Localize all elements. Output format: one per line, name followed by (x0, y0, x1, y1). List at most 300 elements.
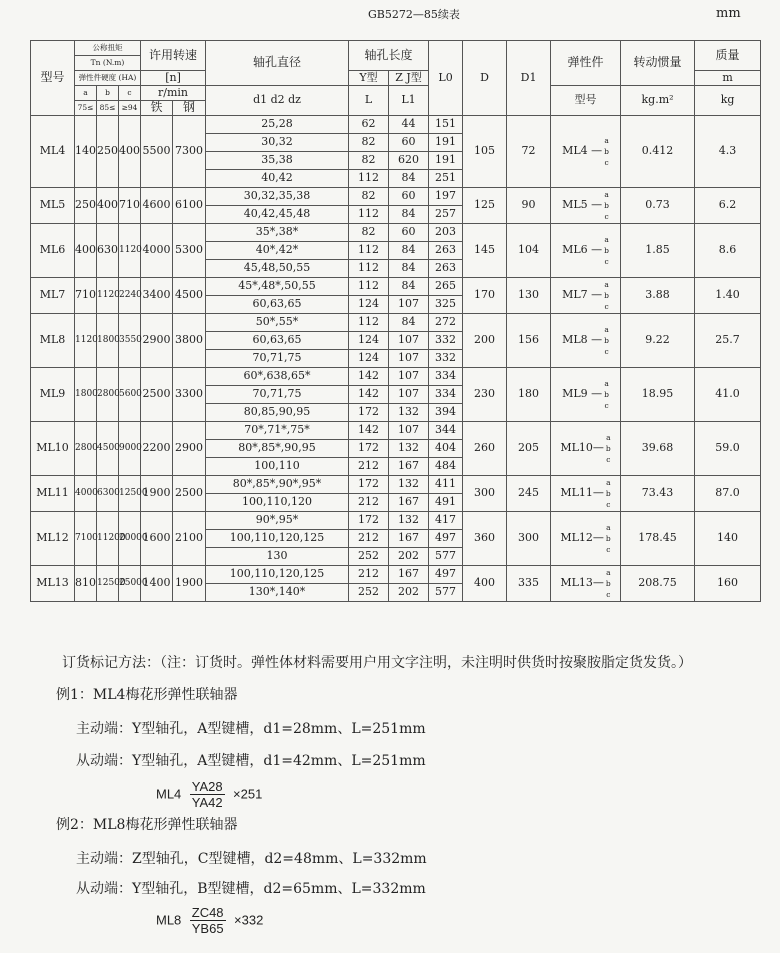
length-l-cell: 62 (349, 116, 389, 134)
speed-iron-cell: 1900 (141, 476, 173, 512)
head-l1: L1 (389, 86, 429, 116)
elastic-hardness-options (604, 324, 609, 357)
torque-a-cell: 1800 (75, 368, 97, 422)
head-speed-title: 许用转速 (141, 41, 206, 71)
head-model: 型号 (31, 41, 75, 116)
head-d: D (463, 41, 507, 116)
torque-b-cell: 250 (97, 116, 119, 188)
torque-b-cell: 1800 (97, 314, 119, 368)
length-l1-cell: 107 (389, 368, 429, 386)
length-l1-cell: 132 (389, 512, 429, 530)
table-head (31, 41, 761, 116)
length-l-cell: 112 (349, 260, 389, 278)
torque-c-cell: 710 (119, 188, 141, 224)
model-cell: ML6 (31, 224, 75, 278)
elastic-option-c: c (606, 590, 611, 599)
speed-iron-cell: 3400 (141, 278, 173, 314)
inertia-cell: 208.75 (621, 566, 695, 602)
head-zj-type: Z J型 (389, 71, 429, 86)
head-mass-title: 质量 (695, 41, 761, 71)
elastic-option-c: c (604, 347, 609, 356)
head-inertia-title: 转动惯量 (621, 41, 695, 86)
torque-c-cell: 2240 (119, 278, 141, 314)
torque-c-cell: 25000 (119, 566, 141, 602)
bore-diameter-cell: 70,71,75 (206, 350, 349, 368)
torque-c-cell: 400 (119, 116, 141, 188)
speed-iron-cell: 2900 (141, 314, 173, 368)
elastic-model-text: ML6 — (562, 243, 603, 257)
model-cell: ML4 (31, 116, 75, 188)
elastic-model-text: ML10— (560, 441, 604, 455)
elastic-option-b: b (604, 147, 609, 156)
elastic-model-text: ML12— (560, 531, 604, 545)
bore-diameter-cell: 30,32,35,38 (206, 188, 349, 206)
length-l0-cell: 263 (429, 260, 463, 278)
head-l0: L0 (429, 41, 463, 116)
length-l0-cell: 151 (429, 116, 463, 134)
inertia-cell: 1.85 (621, 224, 695, 278)
head-bore-vars: d1 d2 dz (206, 86, 349, 116)
inner-diameter-cell: 90 (507, 188, 551, 224)
model-cell: ML5 (31, 188, 75, 224)
table-row (31, 566, 761, 584)
example2-driven-end: 从动端：Y型轴孔，B型键槽，d2=65mm、L=332mm (76, 881, 426, 897)
speed-iron-cell: 2200 (141, 422, 173, 476)
example2-title: 例2：ML8梅花形弹性联轴器 (56, 817, 238, 833)
example1-mark-numerator: YA28 (191, 779, 223, 794)
bore-diameter-cell: 40*,42* (206, 242, 349, 260)
elastic-option-b: b (604, 291, 609, 300)
elastic-model-mark (562, 189, 609, 222)
torque-b-cell: 400 (97, 188, 119, 224)
torque-a-cell: 1120 (75, 314, 97, 368)
length-l-cell: 172 (349, 476, 389, 494)
length-l-cell: 142 (349, 386, 389, 404)
length-l-cell: 172 (349, 404, 389, 422)
speed-iron-cell: 4000 (141, 224, 173, 278)
elastic-option-a: a (604, 280, 609, 289)
table-row (31, 188, 761, 206)
mass-cell: 6.2 (695, 188, 761, 224)
bore-diameter-cell: 30,32 (206, 134, 349, 152)
head-sub-b: b (97, 86, 119, 101)
elastic-element-cell (551, 188, 621, 224)
length-l-cell: 172 (349, 512, 389, 530)
elastic-model-text: ML5 — (562, 198, 603, 212)
torque-b-cell: 2800 (97, 368, 119, 422)
table-row (31, 278, 761, 296)
table-row (31, 422, 761, 440)
bore-diameter-cell: 80,85,90,95 (206, 404, 349, 422)
bore-diameter-cell: 130*,140* (206, 584, 349, 602)
length-l1-cell: 620 (389, 152, 429, 170)
length-l0-cell: 334 (429, 368, 463, 386)
example2-mark-length: ×332 (234, 912, 264, 928)
elastic-model-text: ML8 — (562, 333, 603, 347)
bore-diameter-cell: 40,42 (206, 170, 349, 188)
head-y-type: Y型 (349, 71, 389, 86)
outer-diameter-cell: 260 (463, 422, 507, 476)
length-l0-cell: 417 (429, 512, 463, 530)
example1-mark-length: ×251 (233, 786, 263, 802)
head-hard-b: 85≤ (97, 101, 119, 116)
inner-diameter-cell: 104 (507, 224, 551, 278)
length-l0-cell: 577 (429, 548, 463, 566)
bore-diameter-cell: 100,110,120,125 (206, 530, 349, 548)
inner-diameter-cell: 130 (507, 278, 551, 314)
mass-cell: 1.40 (695, 278, 761, 314)
length-l1-cell: 84 (389, 260, 429, 278)
elastic-model-mark (560, 477, 610, 510)
length-l-cell: 82 (349, 152, 389, 170)
length-l0-cell: 257 (429, 206, 463, 224)
elastic-hardness-options (604, 378, 609, 411)
model-cell: ML11 (31, 476, 75, 512)
length-l1-cell: 167 (389, 566, 429, 584)
elastic-option-c: c (606, 455, 611, 464)
bore-diameter-cell: 100,110,120 (206, 494, 349, 512)
length-l1-cell: 107 (389, 332, 429, 350)
elastic-option-b: b (604, 246, 609, 255)
length-l1-cell: 132 (389, 404, 429, 422)
bore-diameter-cell: 60*,638,65* (206, 368, 349, 386)
speed-steel-cell: 7300 (173, 116, 206, 188)
torque-a-cell: 140 (75, 116, 97, 188)
elastic-model-mark (560, 567, 610, 600)
bore-diameter-cell: 35*,38* (206, 224, 349, 242)
head-mass-unit: kg (695, 86, 761, 116)
elastic-option-b: b (605, 534, 611, 543)
head-hard-a: 75≤ (75, 101, 97, 116)
speed-steel-cell: 1900 (173, 566, 206, 602)
elastic-option-c: c (604, 401, 609, 410)
torque-b-cell: 6300 (97, 476, 119, 512)
elastic-model-text: ML9 — (562, 387, 603, 401)
elastic-model-mark (562, 378, 609, 411)
elastic-element-cell (551, 566, 621, 602)
elastic-model-mark (560, 522, 610, 555)
elastic-element-cell (551, 476, 621, 512)
example1-drive-end: 主动端：Y型轴孔，A型键槽，d1=28mm、L=251mm (76, 721, 426, 737)
torque-a-cell: 710 (75, 278, 97, 314)
elastic-hardness-options (606, 432, 611, 465)
head-iron: 铁 (141, 101, 173, 116)
length-l-cell: 82 (349, 134, 389, 152)
elastic-hardness-options (604, 135, 609, 168)
head-elastic-sub: 型号 (551, 86, 621, 116)
length-l0-cell: 334 (429, 386, 463, 404)
bore-diameter-cell: 35,38 (206, 152, 349, 170)
example1-mark-model: ML4 (156, 786, 182, 802)
model-cell: ML13 (31, 566, 75, 602)
elastic-model-text: ML13— (560, 576, 604, 590)
length-l1-cell: 167 (389, 494, 429, 512)
outer-diameter-cell: 200 (463, 314, 507, 368)
length-l1-cell: 107 (389, 296, 429, 314)
elastic-option-a: a (606, 568, 611, 577)
elastic-option-a: a (606, 478, 611, 487)
inner-diameter-cell: 300 (507, 512, 551, 566)
elastic-element-cell (551, 512, 621, 566)
standard-number: GB5272—85续表 (368, 8, 460, 21)
example1-mark (156, 780, 262, 809)
length-l1-cell: 60 (389, 224, 429, 242)
elastic-model-text: ML11— (560, 486, 604, 500)
outer-diameter-cell: 145 (463, 224, 507, 278)
length-l1-cell: 44 (389, 116, 429, 134)
example1-mark-fraction (190, 780, 225, 809)
length-l0-cell: 203 (429, 224, 463, 242)
mass-cell: 41.0 (695, 368, 761, 422)
elastic-hardness-options (604, 279, 609, 312)
bore-diameter-cell: 130 (206, 548, 349, 566)
length-l0-cell: 497 (429, 530, 463, 548)
length-l1-cell: 167 (389, 530, 429, 548)
length-l0-cell: 577 (429, 584, 463, 602)
length-l-cell: 124 (349, 350, 389, 368)
elastic-option-b: b (604, 336, 609, 345)
length-l1-cell: 84 (389, 170, 429, 188)
elastic-option-b: b (605, 444, 611, 453)
unit-label: mm (716, 6, 741, 21)
speed-steel-cell: 3300 (173, 368, 206, 422)
speed-steel-cell: 3800 (173, 314, 206, 368)
length-l0-cell: 265 (429, 278, 463, 296)
inertia-cell: 178.45 (621, 512, 695, 566)
example1-driven-end: 从动端：Y型轴孔，A型键槽，d1=42mm、L=251mm (76, 753, 426, 769)
torque-a-cell: 250 (75, 188, 97, 224)
example2-mark-model: ML8 (156, 912, 182, 928)
length-l-cell: 142 (349, 422, 389, 440)
elastic-model-mark (562, 279, 609, 312)
elastic-option-a: a (604, 190, 609, 199)
torque-b-cell: 12500 (97, 566, 119, 602)
length-l1-cell: 107 (389, 350, 429, 368)
example1-title: 例1：ML4梅花形弹性联轴器 (56, 687, 238, 703)
length-l0-cell: 394 (429, 404, 463, 422)
elastic-option-c: c (606, 545, 611, 554)
elastic-option-b: b (604, 390, 609, 399)
example2-mark-numerator: ZC48 (191, 905, 224, 920)
length-l0-cell: 497 (429, 566, 463, 584)
head-sub-c: c (119, 86, 141, 101)
inner-diameter-cell: 205 (507, 422, 551, 476)
length-l-cell: 124 (349, 332, 389, 350)
head-mass-m: m (695, 71, 761, 86)
mass-cell: 87.0 (695, 476, 761, 512)
length-l0-cell: 404 (429, 440, 463, 458)
length-l0-cell: 325 (429, 296, 463, 314)
table-row (31, 476, 761, 494)
inner-diameter-cell: 245 (507, 476, 551, 512)
length-l1-cell: 84 (389, 206, 429, 224)
length-l1-cell: 60 (389, 134, 429, 152)
torque-a-cell: 2800 (75, 422, 97, 476)
head-bore-title: 轴孔直径 (206, 41, 349, 86)
elastic-model-mark (560, 432, 610, 465)
length-l1-cell: 202 (389, 584, 429, 602)
elastic-model-text: ML7 — (562, 288, 603, 302)
bore-diameter-cell: 40,42,45,48 (206, 206, 349, 224)
bore-diameter-cell: 90*,95* (206, 512, 349, 530)
head-sub-a: a (75, 86, 97, 101)
torque-a-cell: 4000 (75, 476, 97, 512)
length-l1-cell: 84 (389, 242, 429, 260)
elastic-element-cell (551, 278, 621, 314)
elastic-option-c: c (604, 158, 609, 167)
inner-diameter-cell: 180 (507, 368, 551, 422)
length-l0-cell: 251 (429, 170, 463, 188)
bore-diameter-cell: 45,48,50,55 (206, 260, 349, 278)
elastic-hardness-options (606, 567, 611, 600)
elastic-element-cell (551, 314, 621, 368)
length-l0-cell: 344 (429, 422, 463, 440)
speed-steel-cell: 2900 (173, 422, 206, 476)
inertia-cell: 0.73 (621, 188, 695, 224)
table-row (31, 368, 761, 386)
order-intro: 订货标记方法：（注：订货时。弹性体材料需要用户用文字注明，未注明时供货时按聚胺脂定货发货。） (62, 655, 692, 671)
coupling-spec-table (30, 40, 761, 602)
length-l1-cell: 84 (389, 314, 429, 332)
torque-a-cell: 7100 (75, 512, 97, 566)
head-speed-unit: r/min (141, 86, 206, 101)
bore-diameter-cell: 100,110,120,125 (206, 566, 349, 584)
length-l0-cell: 484 (429, 458, 463, 476)
table-row (31, 116, 761, 134)
bore-diameter-cell: 60,63,65 (206, 332, 349, 350)
length-l1-cell: 132 (389, 476, 429, 494)
speed-steel-cell: 5300 (173, 224, 206, 278)
bore-diameter-cell: 70,71,75 (206, 386, 349, 404)
elastic-option-c: c (604, 257, 609, 266)
elastic-hardness-options (604, 234, 609, 267)
speed-steel-cell: 6100 (173, 188, 206, 224)
inertia-cell: 0.412 (621, 116, 695, 188)
length-l-cell: 252 (349, 584, 389, 602)
torque-c-cell: 20000 (119, 512, 141, 566)
length-l0-cell: 332 (429, 332, 463, 350)
model-cell: ML9 (31, 368, 75, 422)
length-l0-cell: 191 (429, 152, 463, 170)
inertia-cell: 9.22 (621, 314, 695, 368)
length-l-cell: 112 (349, 278, 389, 296)
inner-diameter-cell: 72 (507, 116, 551, 188)
speed-iron-cell: 4600 (141, 188, 173, 224)
elastic-option-b: b (605, 579, 611, 588)
elastic-element-cell (551, 422, 621, 476)
inertia-cell: 3.88 (621, 278, 695, 314)
elastic-option-b: b (604, 201, 609, 210)
mass-cell: 140 (695, 512, 761, 566)
torque-b-cell: 11200 (97, 512, 119, 566)
elastic-hardness-options (604, 189, 609, 222)
mass-cell: 160 (695, 566, 761, 602)
length-l1-cell: 84 (389, 278, 429, 296)
bore-diameter-cell: 50*,55* (206, 314, 349, 332)
length-l1-cell: 167 (389, 458, 429, 476)
elastic-option-c: c (606, 500, 611, 509)
mass-cell: 25.7 (695, 314, 761, 368)
head-speed-n: [n] (141, 71, 206, 86)
length-l1-cell: 132 (389, 440, 429, 458)
speed-iron-cell: 1600 (141, 512, 173, 566)
bore-diameter-cell: 25,28 (206, 116, 349, 134)
mass-cell: 4.3 (695, 116, 761, 188)
outer-diameter-cell: 400 (463, 566, 507, 602)
head-length-title: 轴孔长度 (349, 41, 429, 71)
outer-diameter-cell: 230 (463, 368, 507, 422)
table-row (31, 314, 761, 332)
bore-diameter-cell: 80*,85*,90*,95* (206, 476, 349, 494)
mass-cell: 8.6 (695, 224, 761, 278)
elastic-option-a: a (604, 379, 609, 388)
inertia-cell: 39.68 (621, 422, 695, 476)
speed-steel-cell: 4500 (173, 278, 206, 314)
torque-a-cell: 810 (75, 566, 97, 602)
length-l0-cell: 272 (429, 314, 463, 332)
head-hardness: 弹性件硬度 (HA) (75, 71, 141, 86)
inertia-cell: 73.43 (621, 476, 695, 512)
model-cell: ML7 (31, 278, 75, 314)
elastic-hardness-options (606, 522, 611, 555)
torque-b-cell: 1120 (97, 278, 119, 314)
inner-diameter-cell: 156 (507, 314, 551, 368)
head-hard-c: ≥94 (119, 101, 141, 116)
table-body (31, 116, 761, 602)
bore-diameter-cell: 70*,71*,75* (206, 422, 349, 440)
torque-b-cell: 4500 (97, 422, 119, 476)
outer-diameter-cell: 105 (463, 116, 507, 188)
torque-c-cell: 1120 (119, 224, 141, 278)
head-steel: 钢 (173, 101, 206, 116)
length-l0-cell: 263 (429, 242, 463, 260)
elastic-option-a: a (604, 325, 609, 334)
torque-c-cell: 9000 (119, 422, 141, 476)
length-l-cell: 142 (349, 368, 389, 386)
length-l0-cell: 197 (429, 188, 463, 206)
head-torque-title: 公称扭矩 (75, 41, 141, 56)
elastic-option-b: b (605, 489, 611, 498)
head-inertia-unit: kg.m² (621, 86, 695, 116)
length-l-cell: 212 (349, 530, 389, 548)
torque-a-cell: 400 (75, 224, 97, 278)
head-d1: D1 (507, 41, 551, 116)
outer-diameter-cell: 170 (463, 278, 507, 314)
bore-diameter-cell: 100,110 (206, 458, 349, 476)
outer-diameter-cell: 360 (463, 512, 507, 566)
length-l1-cell: 107 (389, 386, 429, 404)
torque-c-cell: 12500 (119, 476, 141, 512)
bore-diameter-cell: 45*,48*,50,55 (206, 278, 349, 296)
table-row (31, 512, 761, 530)
bore-diameter-cell: 60,63,65 (206, 296, 349, 314)
elastic-hardness-options (606, 477, 611, 510)
length-l-cell: 82 (349, 224, 389, 242)
length-l-cell: 112 (349, 206, 389, 224)
example2-mark-fraction (190, 906, 226, 935)
elastic-option-a: a (606, 523, 611, 532)
speed-iron-cell: 5500 (141, 116, 173, 188)
elastic-option-a: a (604, 235, 609, 244)
head-torque-unit: Tn (N.m) (75, 56, 141, 71)
length-l-cell: 212 (349, 494, 389, 512)
speed-iron-cell: 1400 (141, 566, 173, 602)
length-l-cell: 124 (349, 296, 389, 314)
elastic-model-mark (562, 324, 609, 357)
speed-steel-cell: 2100 (173, 512, 206, 566)
elastic-element-cell (551, 224, 621, 278)
length-l1-cell: 202 (389, 548, 429, 566)
